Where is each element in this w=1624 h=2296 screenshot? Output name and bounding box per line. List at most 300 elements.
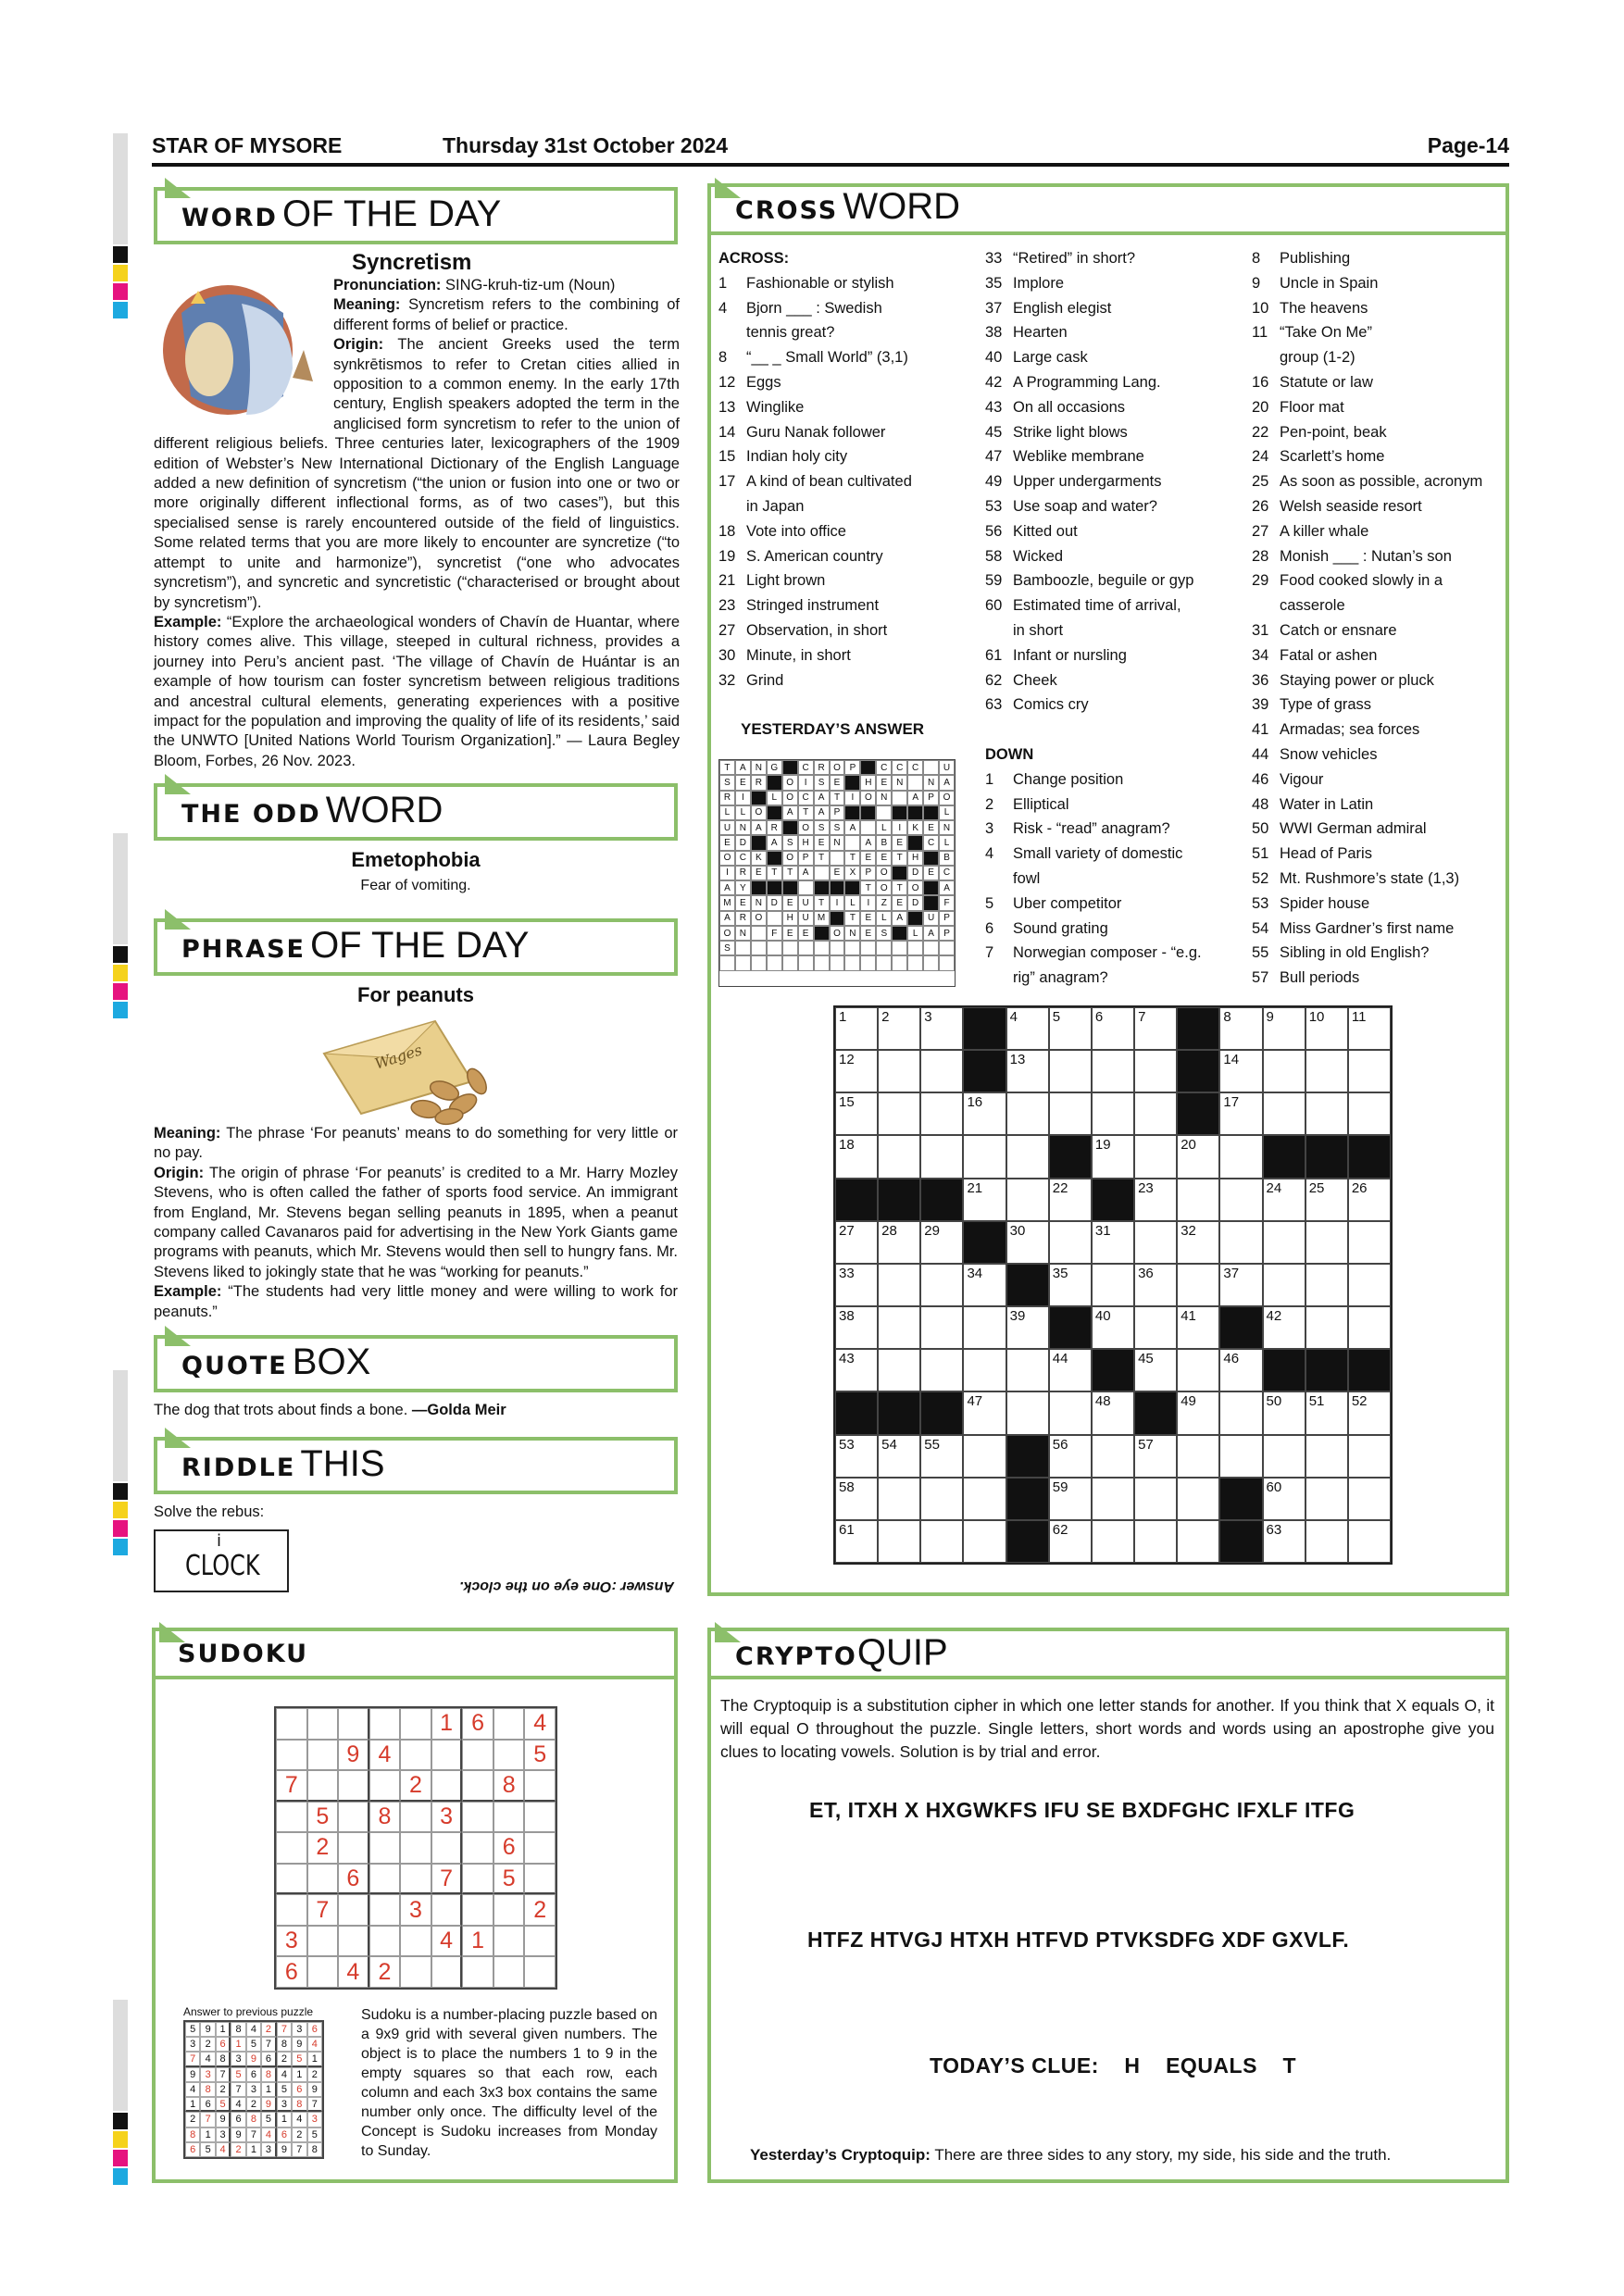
clue-text: Large cask <box>1013 349 1088 367</box>
crossword-cell[interactable] <box>835 1349 878 1391</box>
crossword-cell[interactable] <box>1134 1435 1177 1478</box>
crossword-cell[interactable] <box>835 1135 878 1178</box>
crossword-cell[interactable] <box>1049 1179 1092 1221</box>
clue-row <box>1252 345 1502 370</box>
sudoku-cell[interactable] <box>338 1770 369 1802</box>
crossword-cell[interactable] <box>1263 1478 1305 1520</box>
crossword-cell[interactable] <box>1263 1221 1305 1264</box>
answer-cell: I <box>860 895 876 910</box>
sudoku-cell[interactable] <box>400 1802 431 1833</box>
rebus-word: CLOCK <box>185 1550 260 1582</box>
crossword-cell[interactable] <box>1006 1391 1049 1434</box>
clue-number: 17 <box>718 473 736 491</box>
black-square <box>963 1007 1006 1050</box>
sudoku-cell[interactable] <box>400 1864 431 1895</box>
sudoku-cell[interactable] <box>400 1926 431 1957</box>
clue-text: fowl <box>1013 869 1041 887</box>
crossword-cell[interactable] <box>920 1349 963 1391</box>
cell-number: 49 <box>1181 1393 1196 1410</box>
clue-number: 30 <box>718 646 736 664</box>
clue-number: 53 <box>985 497 1003 515</box>
crossword-cell[interactable] <box>1263 1050 1305 1092</box>
crossword-cell[interactable] <box>1177 1135 1219 1178</box>
sudoku-cell[interactable] <box>369 1864 401 1895</box>
answer-cell: 6 <box>246 2067 261 2082</box>
down-heading: DOWN <box>985 745 1034 763</box>
crossword-cell[interactable] <box>920 1478 963 1520</box>
quote-author: —Golda Meir <box>411 1402 506 1418</box>
clue-number: 26 <box>1252 497 1269 515</box>
sudoku-cell[interactable] <box>524 1864 556 1895</box>
answer-cell: T <box>814 895 830 910</box>
clue-text: Miss Gardner’s first name <box>1280 919 1455 937</box>
black-square <box>1006 1435 1049 1478</box>
clue-number: 32 <box>718 671 736 689</box>
crossword-cell[interactable] <box>1134 1007 1177 1050</box>
crossword-cell[interactable] <box>1049 1050 1092 1092</box>
crossword-cell[interactable] <box>1348 1007 1391 1050</box>
crossword-cell[interactable] <box>1177 1520 1219 1563</box>
crossword-cell[interactable] <box>1263 1435 1305 1478</box>
crossword-cell[interactable] <box>878 1135 920 1178</box>
crossword-cell[interactable] <box>1263 1179 1305 1221</box>
crossword-cell[interactable] <box>1219 1007 1262 1050</box>
clue-row <box>985 867 1244 892</box>
cell-number: 29 <box>924 1222 940 1239</box>
sudoku-cell[interactable] <box>493 1740 525 1771</box>
crossword-grid[interactable] <box>833 1005 1393 1565</box>
crossword-cell[interactable] <box>1348 1435 1391 1478</box>
sudoku-cell[interactable] <box>276 1802 307 1833</box>
crossword-cell[interactable] <box>878 1478 920 1520</box>
sudoku-cell[interactable] <box>338 1708 369 1740</box>
answer-cell: O <box>876 866 892 880</box>
answer-cell: U <box>939 760 955 775</box>
crossword-cell[interactable] <box>1134 1221 1177 1264</box>
clue-row <box>985 618 1244 643</box>
crossword-cell[interactable] <box>1263 1007 1305 1050</box>
phrase-title-box <box>154 918 678 976</box>
crossword-cell[interactable] <box>1049 1007 1092 1050</box>
sudoku-cell[interactable] <box>462 1740 493 1771</box>
crossword-cell[interactable] <box>1134 1264 1177 1306</box>
crossword-cell[interactable] <box>1049 1092 1092 1135</box>
black-square <box>892 926 907 941</box>
sudoku-cell[interactable] <box>493 1956 525 1988</box>
sudoku-cell[interactable] <box>400 1708 431 1740</box>
sudoku-cell[interactable] <box>462 1864 493 1895</box>
answer-cell <box>844 941 860 955</box>
crossword-cell[interactable] <box>963 1520 1006 1563</box>
crossword-cell[interactable] <box>835 1306 878 1349</box>
crossword-cell[interactable] <box>1177 1349 1219 1391</box>
sudoku-cell[interactable] <box>431 1832 463 1864</box>
crossword-cell[interactable] <box>963 1435 1006 1478</box>
crossword-cell[interactable] <box>1305 1520 1348 1563</box>
crossword-cell[interactable] <box>1049 1349 1092 1391</box>
crossword-cell[interactable] <box>835 1435 878 1478</box>
crossword-cell[interactable] <box>1348 1264 1391 1306</box>
crossword-cell[interactable] <box>1092 1264 1134 1306</box>
crossword-cell[interactable] <box>835 1221 878 1264</box>
clue-number: 62 <box>985 671 1003 689</box>
answer-cell: A <box>735 760 751 775</box>
sudoku-cell[interactable] <box>307 1770 339 1802</box>
crossword-cell[interactable] <box>1092 1092 1134 1135</box>
crossword-cell[interactable] <box>878 1306 920 1349</box>
sudoku-cell[interactable] <box>462 1770 493 1802</box>
crossword-cell[interactable] <box>1305 1435 1348 1478</box>
crossword-cell[interactable] <box>878 1007 920 1050</box>
crossword-cell[interactable] <box>1006 1007 1049 1050</box>
crossword-cell[interactable] <box>963 1478 1006 1520</box>
clue-row <box>718 444 968 469</box>
crossword-cell[interactable] <box>1134 1135 1177 1178</box>
crossword-cell[interactable] <box>1177 1179 1219 1221</box>
sudoku-cell[interactable] <box>400 1956 431 1988</box>
answer-cell: 5 <box>200 2142 215 2157</box>
sudoku-cell[interactable] <box>524 1802 556 1833</box>
crossword-cell[interactable] <box>1219 1092 1262 1135</box>
crossword-cell[interactable] <box>1134 1092 1177 1135</box>
sudoku-cell[interactable] <box>524 1832 556 1864</box>
sudoku-cell[interactable] <box>307 1864 339 1895</box>
crossword-cell[interactable] <box>1348 1520 1391 1563</box>
crossword-cell[interactable] <box>963 1306 1006 1349</box>
crossword-cell[interactable] <box>963 1391 1006 1434</box>
crossword-cell[interactable] <box>1263 1264 1305 1306</box>
crossword-cell[interactable] <box>878 1221 920 1264</box>
cryptoquip-intro: The Cryptoquip is a substitution cipher in which one letter stands for another. If you think that X equals O, it will equal O throughout the puzzle. Single letters, short words and words using an apostrophe give you clues to locating vowels. Solution is by trial and error. <box>720 1696 1494 1761</box>
answer-cell: E <box>923 820 939 835</box>
sudoku-cell[interactable] <box>338 1832 369 1864</box>
crossword-cell[interactable] <box>1006 1135 1049 1178</box>
crossword-cell[interactable] <box>1305 1179 1348 1221</box>
sudoku-cell[interactable] <box>400 1740 431 1771</box>
sudoku-cell[interactable] <box>462 1802 493 1833</box>
sudoku-cell[interactable] <box>369 1894 401 1926</box>
crossword-cell[interactable] <box>1177 1435 1219 1478</box>
crossword-cell[interactable] <box>1134 1349 1177 1391</box>
crossword-cell[interactable] <box>1219 1050 1262 1092</box>
crossword-cell[interactable] <box>1134 1050 1177 1092</box>
clue-text: Staying power or pluck <box>1280 671 1434 689</box>
sudoku-cell[interactable] <box>524 1956 556 1988</box>
clue-row <box>985 593 1244 618</box>
answer-cell: 3 <box>231 2052 245 2066</box>
crossword-cell[interactable] <box>1049 1264 1092 1306</box>
crossword-cell[interactable] <box>1263 1306 1305 1349</box>
sudoku-cell[interactable] <box>369 1926 401 1957</box>
crossword-cell[interactable] <box>1006 1179 1049 1221</box>
crossword-cell[interactable] <box>878 1050 920 1092</box>
clue-row <box>718 494 968 519</box>
sudoku-cell[interactable] <box>462 1832 493 1864</box>
clue-number: 52 <box>1252 869 1269 887</box>
sudoku-cell[interactable] <box>307 1708 339 1740</box>
crossword-cell[interactable] <box>1092 1050 1134 1092</box>
crossword-cell[interactable] <box>1006 1306 1049 1349</box>
sudoku-cell[interactable] <box>493 1926 525 1957</box>
clue-row <box>985 966 1244 991</box>
crossword-cell[interactable] <box>1006 1050 1049 1092</box>
sudoku-cell[interactable] <box>431 1770 463 1802</box>
clue-row <box>985 767 1244 792</box>
crossword-cell[interactable] <box>1092 1391 1134 1434</box>
sudoku-cell[interactable] <box>338 1894 369 1926</box>
answer-cell: N <box>876 791 892 805</box>
sudoku-cell[interactable] <box>462 1894 493 1926</box>
sudoku-cell[interactable] <box>462 1956 493 1988</box>
crossword-cell[interactable] <box>1348 1221 1391 1264</box>
crossword-cell[interactable] <box>1177 1264 1219 1306</box>
crossword-cell[interactable] <box>1348 1306 1391 1349</box>
sudoku-cell[interactable] <box>338 1802 369 1833</box>
clue-row <box>985 296 1244 321</box>
answer-cell: A <box>814 791 830 805</box>
answer-cell: K <box>751 851 767 866</box>
black-square <box>1348 1349 1391 1391</box>
clue-text: Catch or ensnare <box>1280 621 1397 639</box>
crossword-cell[interactable] <box>920 1050 963 1092</box>
cell-number: 52 <box>1351 1393 1368 1410</box>
clue-row <box>985 917 1244 942</box>
crossword-cell[interactable] <box>835 1050 878 1092</box>
answer-cell: N <box>751 760 767 775</box>
crossword-cell[interactable] <box>1177 1306 1219 1349</box>
answer-cell: 5 <box>261 2112 276 2127</box>
crossword-cell[interactable] <box>1305 1092 1348 1135</box>
cell-number: 59 <box>1052 1479 1068 1495</box>
answer-cell: 1 <box>200 2128 215 2142</box>
answer-cell: E <box>782 926 798 941</box>
crossword-cell[interactable] <box>835 1007 878 1050</box>
crossword-cell[interactable] <box>835 1478 878 1520</box>
crossword-cell[interactable] <box>1305 1264 1348 1306</box>
sudoku-cell[interactable] <box>431 1894 463 1926</box>
crossword-cell[interactable] <box>1348 1179 1391 1221</box>
sudoku-cell[interactable] <box>400 1832 431 1864</box>
crossword-cell[interactable] <box>1305 1391 1348 1434</box>
crossword-cell[interactable] <box>1219 1349 1262 1391</box>
crossword-cell[interactable] <box>1305 1007 1348 1050</box>
crossword-cell[interactable] <box>1305 1221 1348 1264</box>
crossword-cell[interactable] <box>1219 1264 1262 1306</box>
crossword-cell[interactable] <box>920 1007 963 1050</box>
crossword-cell[interactable] <box>1134 1520 1177 1563</box>
black-square <box>923 880 939 895</box>
margin-strip <box>113 2113 128 2129</box>
crossword-cell[interactable] <box>835 1264 878 1306</box>
clue-text: Scarlett’s home <box>1280 448 1385 466</box>
answer-cell: U <box>719 820 735 835</box>
sudoku-cell[interactable] <box>307 1926 339 1957</box>
crossword-cell[interactable] <box>1263 1391 1305 1434</box>
crossword-cell[interactable] <box>1348 1391 1391 1434</box>
crossword-cell[interactable] <box>1305 1306 1348 1349</box>
sudoku-cell[interactable] <box>369 1832 401 1864</box>
sudoku-cell[interactable] <box>524 1770 556 1802</box>
crossword-cell[interactable] <box>835 1092 878 1135</box>
crossword-cell[interactable] <box>920 1306 963 1349</box>
crossword-cell[interactable] <box>1263 1092 1305 1135</box>
crossword-cell[interactable] <box>920 1135 963 1178</box>
crossword-cell[interactable] <box>963 1092 1006 1135</box>
crossword-cell[interactable] <box>963 1135 1006 1178</box>
answer-cell: P <box>798 851 814 866</box>
crossword-cell[interactable] <box>1177 1221 1219 1264</box>
cell-number: 40 <box>1094 1308 1111 1325</box>
sudoku-cell[interactable] <box>493 1894 525 1926</box>
crossword-cell[interactable] <box>1049 1435 1092 1478</box>
crossword-cell[interactable] <box>1219 1135 1262 1178</box>
answer-cell: 7 <box>246 2128 261 2142</box>
sudoku-cell: 5 <box>524 1740 556 1771</box>
clue-text: Grind <box>746 671 784 689</box>
sudoku-cell[interactable] <box>307 1956 339 1988</box>
crossword-cell[interactable] <box>1092 1478 1134 1520</box>
crossword-cell[interactable] <box>1305 1050 1348 1092</box>
black-square <box>892 805 907 820</box>
crossword-cell[interactable] <box>878 1264 920 1306</box>
sudoku-cell[interactable] <box>338 1926 369 1957</box>
crossword-cell[interactable] <box>1219 1221 1262 1264</box>
section-title-light: BOX <box>292 1341 371 1382</box>
crossword-cell[interactable] <box>1177 1478 1219 1520</box>
crossword-cell[interactable] <box>963 1179 1006 1221</box>
black-square <box>751 835 767 850</box>
crossword-cell[interactable] <box>1092 1520 1134 1563</box>
sudoku-cell[interactable] <box>369 1770 401 1802</box>
clue-text: Norwegian composer - “e.g. <box>1013 944 1202 962</box>
answer-cell <box>876 805 892 820</box>
sudoku-cell[interactable] <box>431 1740 463 1771</box>
clue-row <box>985 842 1244 867</box>
sudoku-cell[interactable] <box>276 1832 307 1864</box>
answer-cell: R <box>735 866 751 880</box>
crossword-cell[interactable] <box>1092 1135 1134 1178</box>
sudoku-cell: 2 <box>369 1956 401 1988</box>
sudoku-cell[interactable] <box>524 1926 556 1957</box>
black-square <box>782 880 798 895</box>
crossword-cell[interactable] <box>1219 1435 1262 1478</box>
answer-cell: 3 <box>277 2097 292 2112</box>
crossword-cell[interactable] <box>963 1264 1006 1306</box>
crossword-cell[interactable] <box>1092 1221 1134 1264</box>
crossword-cell[interactable] <box>1348 1050 1391 1092</box>
clue-number: 19 <box>718 547 736 565</box>
sudoku-cell: 4 <box>431 1926 463 1957</box>
sudoku-cell[interactable] <box>276 1864 307 1895</box>
answer-cell: A <box>767 835 782 850</box>
crossword-cell[interactable] <box>835 1520 878 1563</box>
answer-cell: X <box>844 866 860 880</box>
clue-row <box>1252 593 1502 618</box>
answer-cell: I <box>830 895 845 910</box>
crossword-cell[interactable] <box>1006 1092 1049 1135</box>
answer-cell: P <box>939 926 955 941</box>
issue-date: Thursday 31st October 2024 <box>443 133 729 157</box>
crossword-cell[interactable] <box>878 1092 920 1135</box>
margin-strip <box>113 2000 128 2111</box>
clue-number: 40 <box>985 349 1003 367</box>
black-square <box>767 805 782 820</box>
crossword-cell[interactable] <box>1177 1391 1219 1434</box>
answer-cell: E <box>830 866 845 880</box>
across-heading: ACROSS: <box>718 250 790 267</box>
sudoku-grid[interactable] <box>274 1706 557 1990</box>
crossword-cell[interactable] <box>1134 1478 1177 1520</box>
crossword-cell[interactable] <box>878 1435 920 1478</box>
crossword-cell[interactable] <box>878 1349 920 1391</box>
sudoku-cell[interactable] <box>493 1708 525 1740</box>
crossword-cell[interactable] <box>1348 1478 1391 1520</box>
crossword-cell[interactable] <box>1092 1306 1134 1349</box>
sudoku-cell[interactable] <box>307 1740 339 1771</box>
answer-cell: S <box>830 820 845 835</box>
crossword-cell[interactable] <box>963 1349 1006 1391</box>
crossword-cell[interactable] <box>1305 1478 1348 1520</box>
answer-cell: E <box>719 835 735 850</box>
clue-number: 56 <box>985 522 1003 540</box>
answer-cell: 3 <box>292 2022 306 2037</box>
black-square <box>1049 1135 1092 1178</box>
answer-cell <box>767 955 782 970</box>
crossword-cell[interactable] <box>920 1264 963 1306</box>
crossword-cell[interactable] <box>1348 1092 1391 1135</box>
clue-row <box>1252 668 1502 693</box>
clue-number: 35 <box>985 274 1003 292</box>
section-title-light: OF THE DAY <box>310 925 530 966</box>
crossword-cell[interactable] <box>1219 1179 1262 1221</box>
clue-text: Head of Paris <box>1280 845 1372 863</box>
crossword-cell[interactable] <box>920 1092 963 1135</box>
sudoku-cell[interactable] <box>369 1708 401 1740</box>
crossword-cell[interactable] <box>1049 1391 1092 1434</box>
cell-number: 41 <box>1181 1308 1196 1325</box>
crossword-cell[interactable] <box>1092 1435 1134 1478</box>
crossword-cell[interactable] <box>1134 1306 1177 1349</box>
crossword-cell[interactable] <box>1049 1221 1092 1264</box>
answer-cell: C <box>735 851 751 866</box>
sudoku-cell[interactable] <box>431 1956 463 1988</box>
answer-cell: O <box>830 760 845 775</box>
crossword-cell[interactable] <box>878 1520 920 1563</box>
answer-cell <box>907 941 923 955</box>
crossword-cell[interactable] <box>1134 1179 1177 1221</box>
answer-cell: S <box>876 926 892 941</box>
sudoku-cell[interactable] <box>276 1894 307 1926</box>
answer-cell <box>907 775 923 790</box>
crossword-cell[interactable] <box>1092 1007 1134 1050</box>
sudoku-cell[interactable] <box>276 1708 307 1740</box>
crossword-cell[interactable] <box>1006 1349 1049 1391</box>
crossword-cell[interactable] <box>920 1435 963 1478</box>
crossword-cell[interactable] <box>1049 1478 1092 1520</box>
crossword-cell[interactable] <box>920 1520 963 1563</box>
answer-cell: H <box>782 911 798 926</box>
sudoku-cell[interactable] <box>276 1740 307 1771</box>
crossword-cell[interactable] <box>1263 1520 1305 1563</box>
crossword-cell[interactable] <box>1049 1520 1092 1563</box>
crossword-cell[interactable] <box>920 1221 963 1264</box>
crossword-cell[interactable] <box>1219 1391 1262 1434</box>
answer-cell: L <box>876 820 892 835</box>
crossword-cell[interactable] <box>1006 1221 1049 1264</box>
answer-cell: B <box>939 851 955 866</box>
clue-text: “__ _ Small World” (3,1) <box>746 349 908 367</box>
sudoku-cell[interactable] <box>493 1802 525 1833</box>
